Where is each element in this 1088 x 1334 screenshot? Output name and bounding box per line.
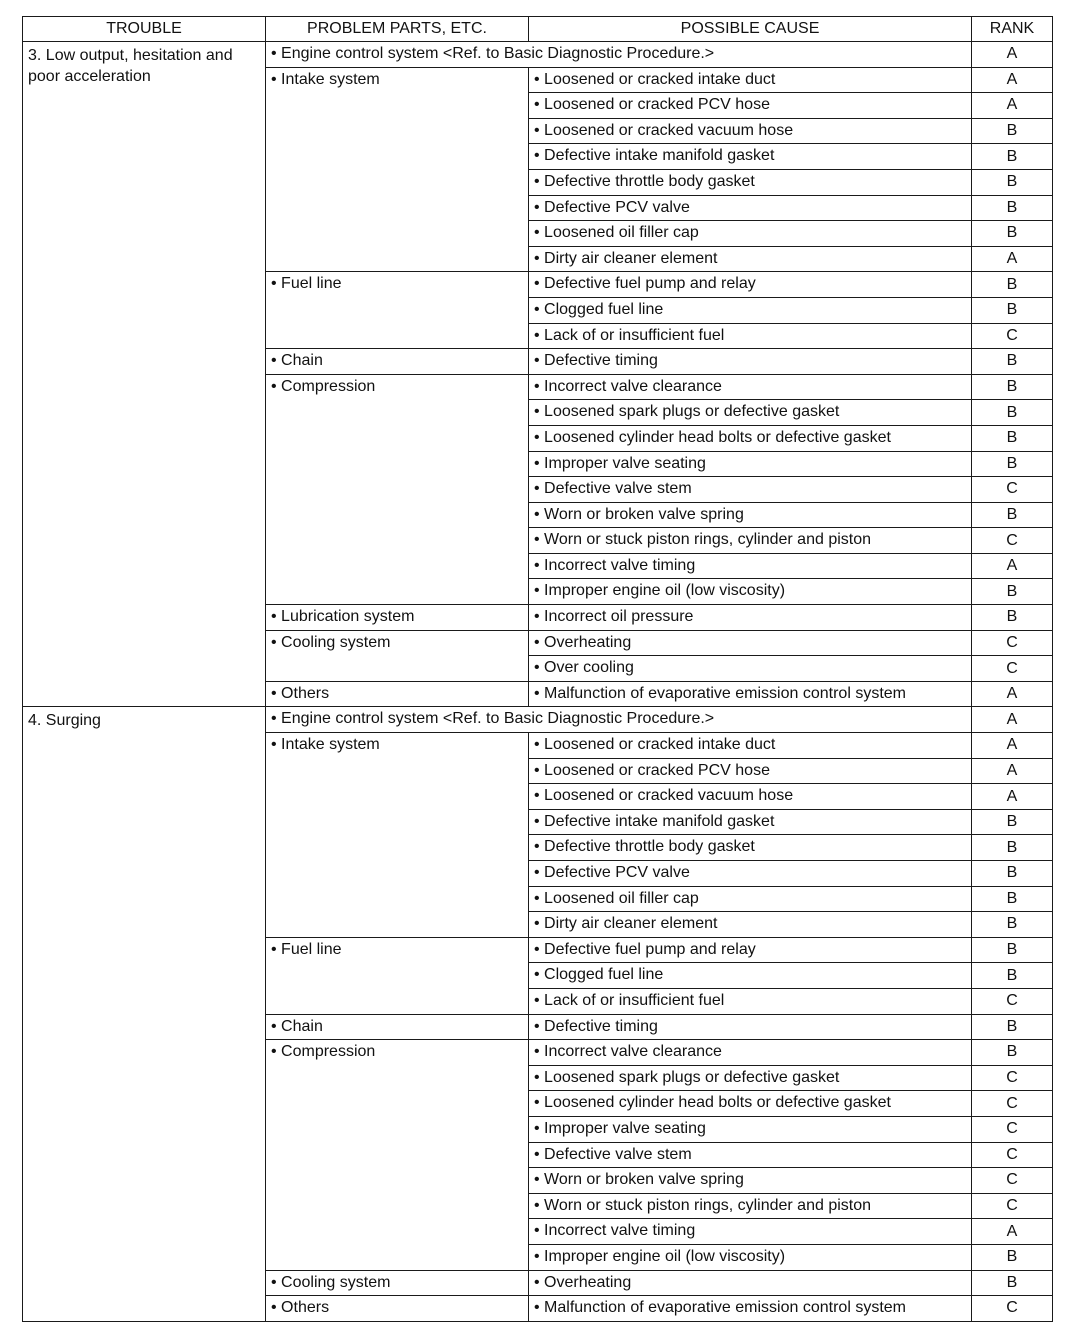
problem-part-label: • Intake system (271, 736, 380, 753)
rank-cell: A (972, 733, 1053, 759)
rank-cell: B (972, 809, 1053, 835)
possible-cause-label: • Worn or broken valve spring (534, 1171, 744, 1188)
problem-part-cell (266, 1270, 529, 1296)
possible-cause-cell (529, 374, 972, 400)
header-possible-cause: POSSIBLE CAUSE (529, 17, 972, 42)
rank-cell: B (972, 451, 1053, 477)
possible-cause-cell (529, 553, 972, 579)
problem-part-cell (266, 937, 529, 1014)
possible-cause-cell (529, 169, 972, 195)
problem-part-label: • Compression (271, 1043, 375, 1060)
possible-cause-label: • Overheating (534, 1274, 631, 1291)
possible-cause-label: • Incorrect valve timing (534, 557, 695, 574)
possible-cause-cell (529, 118, 972, 144)
possible-cause-cell (529, 1270, 972, 1296)
possible-cause-label: • Worn or stuck piston rings, cylinder and piston (534, 1197, 871, 1214)
possible-cause-cell (529, 502, 972, 528)
rank-cell: C (972, 477, 1053, 503)
possible-cause-label: • Loosened oil filler cap (534, 224, 699, 241)
possible-cause-label: • Defective intake manifold gasket (534, 813, 774, 830)
possible-cause-label: • Worn or broken valve spring (534, 506, 744, 523)
rank-cell: B (972, 861, 1053, 887)
possible-cause-cell (529, 963, 972, 989)
problem-part-cell (266, 272, 529, 349)
possible-cause-label: • Overheating (534, 634, 631, 651)
problem-part-cell (266, 707, 972, 733)
possible-cause-cell (529, 861, 972, 887)
possible-cause-label: • Over cooling (534, 659, 634, 676)
problem-part-label: • Engine control system <Ref. to Basic Diagnostic Procedure.> (271, 710, 714, 727)
possible-cause-label: • Improper valve seating (534, 1120, 706, 1137)
possible-cause-cell (529, 886, 972, 912)
possible-cause-label: • Dirty air cleaner element (534, 250, 717, 267)
possible-cause-cell (529, 1142, 972, 1168)
possible-cause-cell (529, 758, 972, 784)
possible-cause-cell (529, 733, 972, 759)
possible-cause-label: • Improper valve seating (534, 455, 706, 472)
possible-cause-label: • Improper engine oil (low viscosity) (534, 582, 785, 599)
possible-cause-label: • Defective valve stem (534, 1146, 692, 1163)
problem-part-label: • Others (271, 1299, 329, 1316)
rank-cell: B (972, 1270, 1053, 1296)
possible-cause-label: • Loosened or cracked intake duct (534, 736, 775, 753)
possible-cause-cell (529, 681, 972, 707)
rank-cell: A (972, 758, 1053, 784)
possible-cause-cell (529, 425, 972, 451)
possible-cause-label: • Defective PCV valve (534, 864, 690, 881)
header-problem-parts: PROBLEM PARTS, ETC. (266, 17, 529, 42)
possible-cause-cell (529, 1193, 972, 1219)
rank-cell: B (972, 425, 1053, 451)
problem-part-label: • Intake system (271, 71, 380, 88)
possible-cause-cell (529, 630, 972, 656)
rank-cell: C (972, 1168, 1053, 1194)
rank-cell: A (972, 67, 1053, 93)
problem-part-cell (266, 1296, 529, 1322)
diagnostic-table (22, 16, 1053, 1322)
possible-cause-cell (529, 1244, 972, 1270)
possible-cause-cell (529, 1296, 972, 1322)
possible-cause-cell (529, 1014, 972, 1040)
rank-cell: B (972, 144, 1053, 170)
problem-part-label: • Lubrication system (271, 608, 414, 625)
rank-cell: B (972, 1014, 1053, 1040)
rank-cell: C (972, 1091, 1053, 1117)
possible-cause-cell (529, 451, 972, 477)
rank-cell: C (972, 656, 1053, 682)
rank-cell: B (972, 169, 1053, 195)
possible-cause-label: • Defective PCV valve (534, 199, 690, 216)
rank-cell: B (972, 374, 1053, 400)
rank-cell: B (972, 886, 1053, 912)
rank-cell: A (972, 42, 1053, 68)
problem-part-label: • Cooling system (271, 634, 390, 651)
rank-cell: B (972, 963, 1053, 989)
possible-cause-cell (529, 579, 972, 605)
problem-part-cell (266, 67, 529, 272)
problem-part-cell (266, 349, 529, 375)
rank-cell: B (972, 835, 1053, 861)
rank-cell: B (972, 118, 1053, 144)
problem-part-label: • Fuel line (271, 275, 342, 292)
problem-part-label: • Chain (271, 1018, 323, 1035)
possible-cause-label: • Incorrect valve timing (534, 1222, 695, 1239)
rank-cell: A (972, 1219, 1053, 1245)
rank-cell: C (972, 1116, 1053, 1142)
possible-cause-label: • Loosened spark plugs or defective gasket (534, 1069, 839, 1086)
rank-cell: B (972, 579, 1053, 605)
rank-cell: B (972, 221, 1053, 247)
rank-cell: B (972, 1040, 1053, 1066)
problem-part-cell (266, 1014, 529, 1040)
rank-cell: B (972, 195, 1053, 221)
possible-cause-label: • Improper engine oil (low viscosity) (534, 1248, 785, 1265)
table-body (23, 42, 1053, 1322)
possible-cause-label: • Defective throttle body gasket (534, 173, 755, 190)
possible-cause-cell (529, 1091, 972, 1117)
possible-cause-label: • Loosened or cracked PCV hose (534, 96, 770, 113)
possible-cause-cell (529, 937, 972, 963)
problem-part-label: • Chain (271, 352, 323, 369)
rank-cell: C (972, 528, 1053, 554)
possible-cause-cell (529, 400, 972, 426)
table-header (23, 17, 1053, 42)
possible-cause-cell (529, 1168, 972, 1194)
possible-cause-label: • Clogged fuel line (534, 301, 663, 318)
possible-cause-label: • Defective timing (534, 352, 658, 369)
possible-cause-label: • Loosened or cracked intake duct (534, 71, 775, 88)
possible-cause-cell (529, 1065, 972, 1091)
possible-cause-label: • Incorrect oil pressure (534, 608, 693, 625)
problem-part-cell (266, 681, 529, 707)
rank-cell: B (972, 400, 1053, 426)
rank-cell: C (972, 1296, 1053, 1322)
possible-cause-label: • Loosened cylinder head bolts or defective gasket (534, 429, 891, 446)
problem-part-cell (266, 42, 972, 68)
possible-cause-cell (529, 912, 972, 938)
problem-part-label: • Fuel line (271, 941, 342, 958)
possible-cause-cell (529, 477, 972, 503)
possible-cause-label: • Incorrect valve clearance (534, 1043, 722, 1060)
header-trouble: TROUBLE (23, 17, 266, 42)
problem-part-label: • Engine control system <Ref. to Basic Diagnostic Procedure.> (271, 45, 714, 62)
table-row (23, 42, 1053, 68)
possible-cause-cell (529, 656, 972, 682)
possible-cause-label: • Lack of or insufficient fuel (534, 992, 724, 1009)
possible-cause-label: • Loosened or cracked vacuum hose (534, 122, 793, 139)
possible-cause-label: • Defective valve stem (534, 480, 692, 497)
possible-cause-cell (529, 221, 972, 247)
rank-cell: B (972, 297, 1053, 323)
rank-cell: B (972, 937, 1053, 963)
problem-part-cell (266, 733, 529, 938)
possible-cause-cell (529, 528, 972, 554)
possible-cause-label: • Worn or stuck piston rings, cylinder and piston (534, 531, 871, 548)
problem-part-cell (266, 1040, 529, 1270)
rank-cell: C (972, 1142, 1053, 1168)
possible-cause-label: • Malfunction of evaporative emission control system (534, 1299, 906, 1316)
header-rank: RANK (972, 17, 1053, 42)
problem-part-cell (266, 374, 529, 604)
possible-cause-cell (529, 297, 972, 323)
rank-cell: A (972, 553, 1053, 579)
trouble-cell: 4. Surging (23, 707, 266, 1321)
possible-cause-label: • Loosened spark plugs or defective gasket (534, 403, 839, 420)
rank-cell: A (972, 246, 1053, 272)
rank-cell: C (972, 1193, 1053, 1219)
possible-cause-label: • Defective intake manifold gasket (534, 147, 774, 164)
possible-cause-label: • Defective fuel pump and relay (534, 941, 756, 958)
rank-cell: C (972, 988, 1053, 1014)
possible-cause-label: • Loosened or cracked vacuum hose (534, 787, 793, 804)
possible-cause-cell (529, 246, 972, 272)
problem-part-label: • Cooling system (271, 1274, 390, 1291)
possible-cause-label: • Loosened oil filler cap (534, 890, 699, 907)
possible-cause-cell (529, 809, 972, 835)
rank-cell: A (972, 93, 1053, 119)
rank-cell: A (972, 784, 1053, 810)
possible-cause-cell (529, 195, 972, 221)
table-row (23, 707, 1053, 733)
rank-cell: B (972, 1244, 1053, 1270)
possible-cause-cell (529, 67, 972, 93)
possible-cause-cell (529, 1219, 972, 1245)
possible-cause-cell (529, 144, 972, 170)
possible-cause-label: • Dirty air cleaner element (534, 915, 717, 932)
problem-part-cell (266, 630, 529, 681)
problem-part-label: • Compression (271, 378, 375, 395)
possible-cause-label: • Loosened or cracked PCV hose (534, 762, 770, 779)
possible-cause-label: • Clogged fuel line (534, 966, 663, 983)
rank-cell: A (972, 681, 1053, 707)
rank-cell: B (972, 349, 1053, 375)
rank-cell: B (972, 605, 1053, 631)
possible-cause-cell (529, 272, 972, 298)
possible-cause-label: • Defective fuel pump and relay (534, 275, 756, 292)
possible-cause-cell (529, 835, 972, 861)
possible-cause-label: • Incorrect valve clearance (534, 378, 722, 395)
possible-cause-cell (529, 349, 972, 375)
possible-cause-cell (529, 784, 972, 810)
possible-cause-label: • Defective timing (534, 1018, 658, 1035)
rank-cell: B (972, 502, 1053, 528)
possible-cause-label: • Defective throttle body gasket (534, 838, 755, 855)
rank-cell: B (972, 272, 1053, 298)
header-row (23, 17, 1053, 42)
possible-cause-cell (529, 1040, 972, 1066)
possible-cause-cell (529, 605, 972, 631)
problem-part-label: • Others (271, 685, 329, 702)
rank-cell: B (972, 912, 1053, 938)
rank-cell: C (972, 630, 1053, 656)
rank-cell: C (972, 1065, 1053, 1091)
possible-cause-cell (529, 988, 972, 1014)
problem-part-cell (266, 605, 529, 631)
possible-cause-label: • Malfunction of evaporative emission control system (534, 685, 906, 702)
possible-cause-cell (529, 1116, 972, 1142)
possible-cause-label: • Loosened cylinder head bolts or defective gasket (534, 1094, 891, 1111)
possible-cause-cell (529, 323, 972, 349)
trouble-cell: 3. Low output, hesitation and poor acceleration (23, 42, 266, 707)
rank-cell: C (972, 323, 1053, 349)
possible-cause-label: • Lack of or insufficient fuel (534, 327, 724, 344)
rank-cell: A (972, 707, 1053, 733)
possible-cause-cell (529, 93, 972, 119)
